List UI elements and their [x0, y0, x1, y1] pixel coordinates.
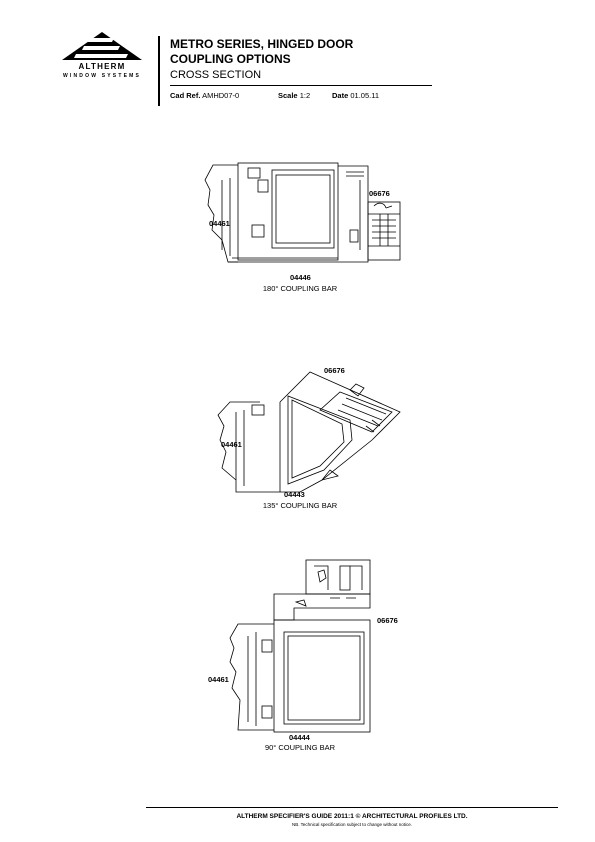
- cad-ref-value: AMHD07-0: [202, 91, 240, 100]
- date-label: Date: [332, 91, 349, 100]
- footer-disclaimer: NB. Technical specification subject to change without notice.: [292, 822, 412, 827]
- section-180-right-part-label: 06676: [369, 189, 390, 198]
- section-180-coupling-part: 04446: [290, 273, 311, 282]
- section-90-right-part-label: 06676: [377, 616, 398, 625]
- section-180-left-part-label: 04461: [209, 219, 230, 228]
- section-135-drawing: [218, 372, 400, 492]
- section-90-coupling-part: 04444: [289, 733, 310, 742]
- section-90-caption: 90° COUPLING BAR: [264, 743, 336, 752]
- footer-rule: [146, 807, 558, 808]
- section-180-drawing: [205, 163, 400, 262]
- section-180-caption: 180° COUPLING BAR: [262, 284, 338, 293]
- section-135-left-part-label: 04461: [221, 440, 242, 449]
- page-title-line2: COUPLING OPTIONS: [170, 52, 291, 66]
- brand-tagline: WINDOW SYSTEMS: [62, 73, 142, 79]
- footer-copyright: ALTHERM SPECIFIER'S GUIDE 2011:1 © ARCHITECTURAL PROFILES LTD.: [236, 813, 468, 820]
- cad-ref-label: Cad Ref.: [170, 91, 201, 100]
- section-135-right-part-label: 06676: [324, 366, 345, 375]
- scale-label: Scale: [278, 91, 298, 100]
- section-135-coupling-part: 04443: [284, 490, 305, 499]
- scale-value: 1:2: [299, 91, 311, 100]
- date-value: 01.05.11: [350, 91, 379, 100]
- section-135-caption: 135° COUPLING BAR: [262, 501, 338, 510]
- page-subtitle: CROSS SECTION: [170, 69, 262, 81]
- page-title-line1: METRO SERIES, HINGED DOOR: [170, 37, 354, 51]
- section-90-left-part-label: 04461: [208, 675, 229, 684]
- brand-name: ALTHERM: [78, 62, 126, 71]
- section-90-drawing: [230, 560, 370, 732]
